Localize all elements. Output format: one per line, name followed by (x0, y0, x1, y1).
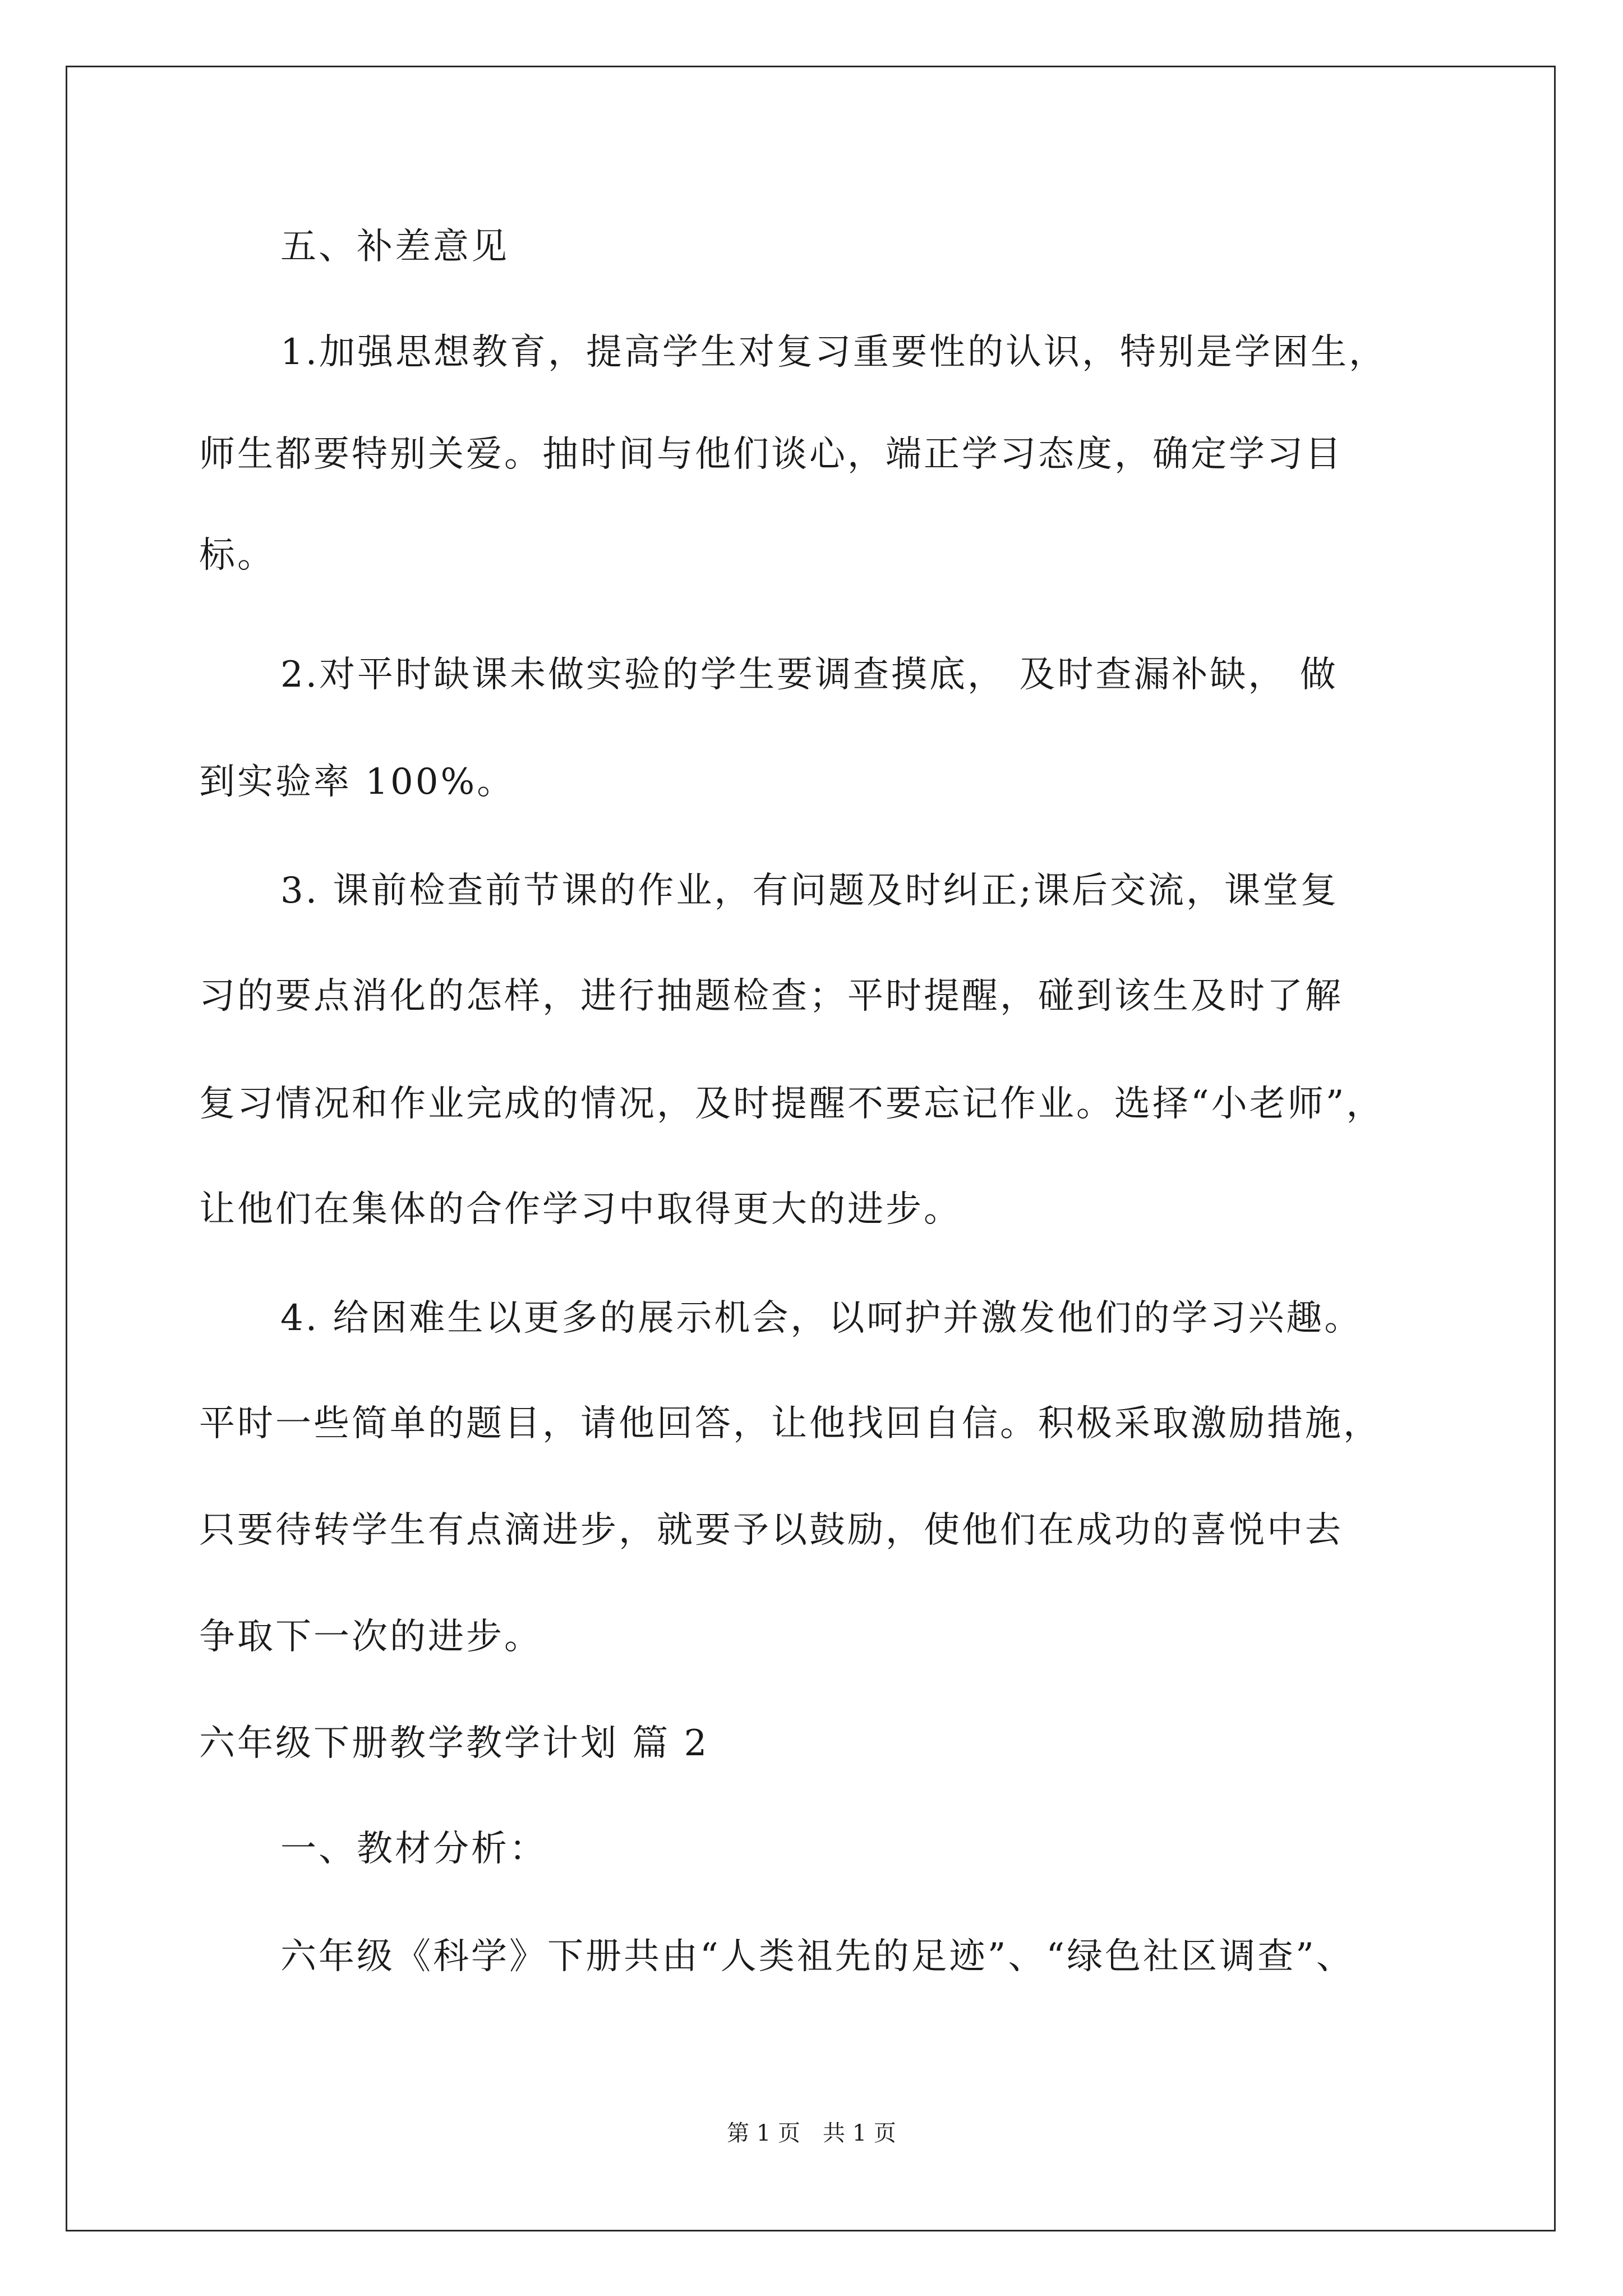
section-heading: 五、补差意见 (280, 226, 509, 268)
paragraph-line: 1.加强思想教育，提高学生对复习重要性的认识，特别是学困生， (280, 332, 1387, 373)
paragraph-line: 标。 (199, 535, 275, 576)
paragraph-line: 让他们在集体的合作学习中取得更大的进步。 (199, 1189, 962, 1230)
paragraph-line: 师生都要特别关爱。抽时间与他们谈心，端正学习态度，确定学习目 (199, 434, 1343, 475)
paragraph-line: 3. 课前检查前节课的作业，有问题及时纠正;课后交流，课堂复 (280, 870, 1339, 912)
paragraph-line: 2.对平时缺课未做实验的学生要调查摸底， 及时查漏补缺， 做 (280, 654, 1338, 696)
page-border (66, 66, 1556, 2231)
paragraph-line: 只要待转学生有点滴进步，就要予以鼓励，使他们在成功的喜悦中去 (199, 1510, 1343, 1551)
section-heading: 一、教材分析： (280, 1828, 547, 1870)
paragraph-line: 争取下一次的进步。 (199, 1616, 542, 1658)
paragraph-line: 到实验率 100%。 (199, 761, 515, 803)
paragraph-line: 4. 给困难生以更多的展示机会，以呵护并激发他们的学习兴趣。 (280, 1297, 1363, 1339)
page-footer: 第 1 页 共 1 页 (727, 2120, 896, 2146)
document-title: 六年级下册教学教学计划 篇 2 (199, 1723, 709, 1764)
paragraph-line: 平时一些简单的题目，请他回答，让他找回自信。积极采取激励措施， (199, 1403, 1381, 1444)
paragraph-line: 习的要点消化的怎样，进行抽题检查；平时提醒，碰到该生及时了解 (199, 976, 1343, 1017)
paragraph-line: 六年级《科学》下册共由“人类祖先的足迹”、“绿色社区调查”、 (280, 1936, 1354, 1977)
paragraph-line: 复习情况和作业完成的情况，及时提醒不要忘记作业。选择“小老师”， (199, 1083, 1385, 1125)
